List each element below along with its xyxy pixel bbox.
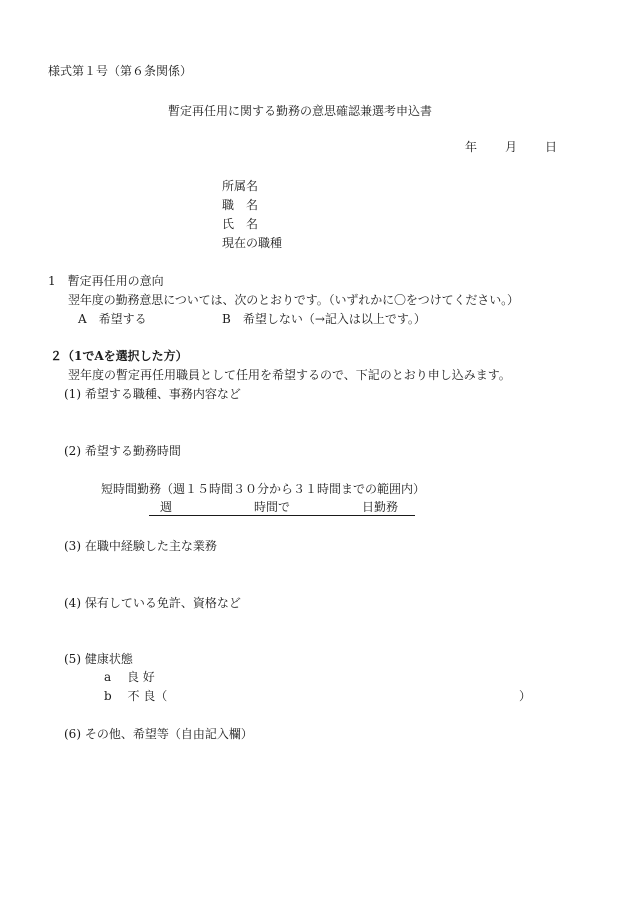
option-a: A 希望する	[78, 312, 147, 326]
item1-label: (1) 希望する職種、事務内容など	[64, 387, 241, 401]
current-job-label: 現在の職種	[222, 236, 283, 250]
option-b: B 希望しない（→記入は以上です。）	[222, 312, 426, 326]
section2-number: ２	[50, 349, 63, 363]
item2-label: (2) 希望する勤務時間	[64, 444, 181, 458]
affiliation-label: 所属名	[222, 179, 259, 193]
days-label: 日勤務	[362, 500, 399, 514]
form-label: 様式第１号（第６条関係）	[48, 64, 193, 78]
section2-heading: （1でAを選択した方）	[62, 349, 188, 363]
section2-intro: 翌年度の暫定再任用職員として任用を希望するので、下記のとおり申し込みます。	[68, 368, 511, 382]
document-title: 暫定再任用に関する勤務の意思確認兼選考申込書	[168, 104, 433, 118]
item4-label: (4) 保有している免許、資格など	[64, 596, 241, 610]
date-day: 日	[545, 140, 558, 154]
name-label: 氏 名	[222, 217, 259, 231]
work-hours-underline	[149, 515, 415, 516]
date-month: 月	[505, 140, 518, 154]
week-label: 週	[160, 500, 173, 514]
section1-heading: 1 暫定再任用の意向	[48, 274, 164, 288]
health-poor: b 不 良（	[104, 689, 168, 703]
section1-text: 翌年度の勤務意思については、次のとおりです。（いずれかに〇をつけてください。）	[68, 293, 519, 307]
date-year: 年	[465, 140, 478, 154]
item6-label: (6) その他、希望等（自由記入欄）	[64, 727, 253, 741]
item5-label: (5) 健康状態	[64, 652, 133, 666]
position-label: 職 名	[222, 198, 259, 212]
short-time-label: 短時間勤務（週１５時間３０分から３１時間までの範囲内）	[101, 482, 426, 496]
item3-label: (3) 在職中経験した主な業務	[64, 539, 217, 553]
hours-label: 時間で	[254, 500, 291, 514]
health-good: a 良 好	[104, 670, 155, 684]
health-poor-close-paren: ）	[519, 689, 532, 703]
